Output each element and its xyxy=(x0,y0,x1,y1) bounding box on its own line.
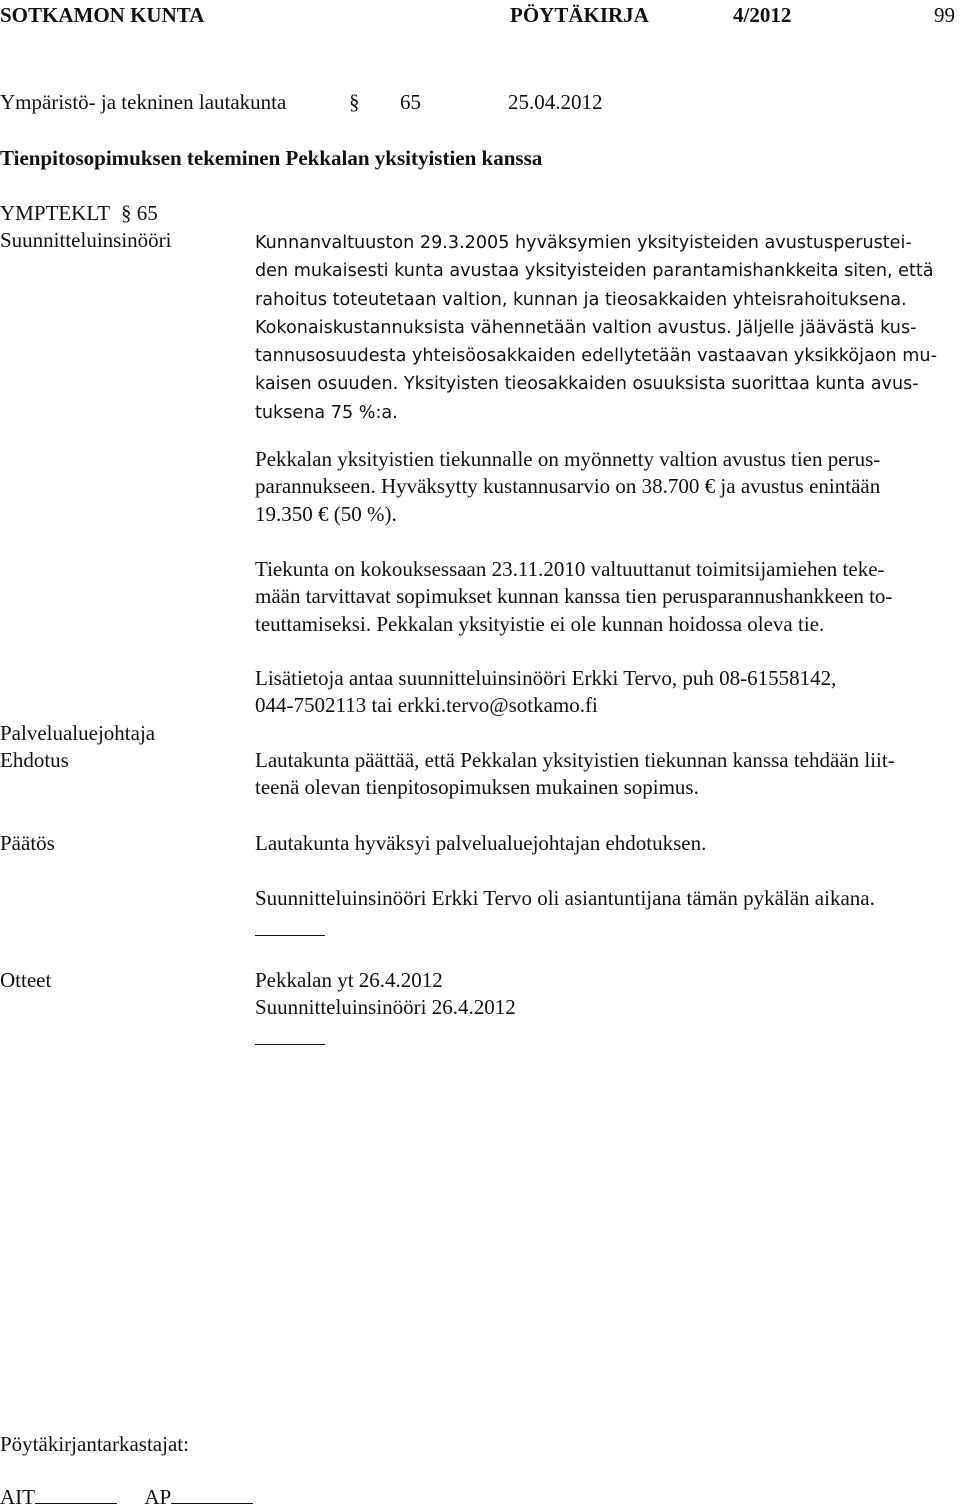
document-type: PÖYTÄKIRJA xyxy=(510,3,649,27)
text-line: parannukseen. Hyväksytty kustannusarvio on 38.700 € ja avustus enintään xyxy=(255,474,881,499)
section-sign: § xyxy=(349,90,360,114)
label-decision: Päätös xyxy=(0,831,55,855)
reference-section: 65 xyxy=(136,201,158,225)
label-inspectors: Pöytäkirjantarkastajat: xyxy=(0,1432,189,1456)
text-line: teenä olevan tienpitosopimuksen mukainen sopimus. xyxy=(255,775,699,800)
text-line: mään tarvittavat sopimukset kunnan kanssa tien perusparannushankkeen to- xyxy=(255,584,893,609)
signature-initials: AIT xyxy=(0,1485,35,1509)
text-line: kaisen osuuden. Yksityisten tieosakkaiden osuuksista suorittaa kunta avus- xyxy=(255,374,919,395)
extract-recipient: Suunnitteluinsinööri 26.4.2012 xyxy=(255,995,516,1019)
label-extracts: Otteet xyxy=(0,968,52,992)
meeting-section: 65 xyxy=(400,90,421,114)
text-line: Kokonaiskustannuksista vähennetään valtion avustus. Jäljelle jäävästä kus- xyxy=(255,317,917,338)
paragraph-grant xyxy=(255,446,955,528)
text-line: Lisätietoja antaa suunnitteluinsinööri Erkki Tervo, puh 08-61558142, xyxy=(255,666,837,690)
document-title: Tienpitosopimuksen tekeminen Pekkalan yksityistien kanssa xyxy=(0,146,543,170)
signature-line xyxy=(171,1485,253,1504)
page-number: 99 xyxy=(934,3,955,27)
signature-line xyxy=(35,1485,117,1504)
signature-row xyxy=(0,1484,253,1511)
paragraph-authorization xyxy=(255,556,955,638)
text-line: teuttamiseksi. Pekkalan yksityistie ei ole kunnan hoidossa oleva tie. xyxy=(255,611,825,636)
text-line: den mukaisesti kunta avustaa yksityisteiden parantamishankkeita siten, että xyxy=(255,261,934,282)
text-line: tuksena 75 %:a. xyxy=(255,402,398,423)
signature-initials: AP xyxy=(144,1485,172,1509)
reference-section-sign: § xyxy=(120,201,132,225)
text-line: Tiekunta on kokouksessaan 23.11.2010 valtuuttanut toimitsijamiehen teke- xyxy=(255,557,885,581)
proposal-text xyxy=(255,747,955,802)
paragraph-contact xyxy=(255,665,955,720)
text-line: rahoitus toteutetaan valtion, kunnan ja tieosakkaiden yhteisrahoituksena. xyxy=(255,289,907,310)
paragraph-subsidy-rules xyxy=(255,229,955,427)
separator-line xyxy=(255,1044,325,1045)
section-reference xyxy=(0,200,158,227)
label-proposal: Ehdotus xyxy=(0,748,69,772)
organization-name: SOTKAMON KUNTA xyxy=(0,3,205,27)
text-line: Kunnanvaltuuston 29.3.2005 hyväksymien yksityisteiden avustusperustei- xyxy=(255,233,912,253)
extract-recipient: Pekkalan yt 26.4.2012 xyxy=(255,968,443,992)
board-name: Ympäristö- ja tekninen lautakunta xyxy=(0,90,287,114)
decision-text: Lautakunta hyväksyi palvelualuejohtajan ehdotuksen. xyxy=(255,831,707,855)
text-line: Lautakunta päättää, että Pekkalan yksityistien tiekunnan kanssa tehdään liit- xyxy=(255,748,895,772)
separator-line xyxy=(255,935,325,936)
text-line: 19.350 € (50 %). xyxy=(255,501,397,526)
document-number: 4/2012 xyxy=(733,3,792,27)
text-line: Pekkalan yksityistien tiekunnalle on myönnetty valtion avustus tien perus- xyxy=(255,447,881,471)
text-line: 044-7502113 tai erkki.tervo@sotkamo.fi xyxy=(255,693,598,718)
label-director: Palvelualuejohtaja xyxy=(0,721,156,745)
text-line: tannusosuudesta yhteisöosakkaiden edellytetään vastaavan yksikköjaon mu- xyxy=(255,346,937,367)
expert-note: Suunnitteluinsinööri Erkki Tervo oli asiantuntijana tämän pykälän aikana. xyxy=(255,886,875,910)
reference-code: YMPTEKLT xyxy=(0,201,110,225)
meeting-date: 25.04.2012 xyxy=(508,90,603,114)
label-engineer: Suunnitteluinsinööri xyxy=(0,228,172,252)
